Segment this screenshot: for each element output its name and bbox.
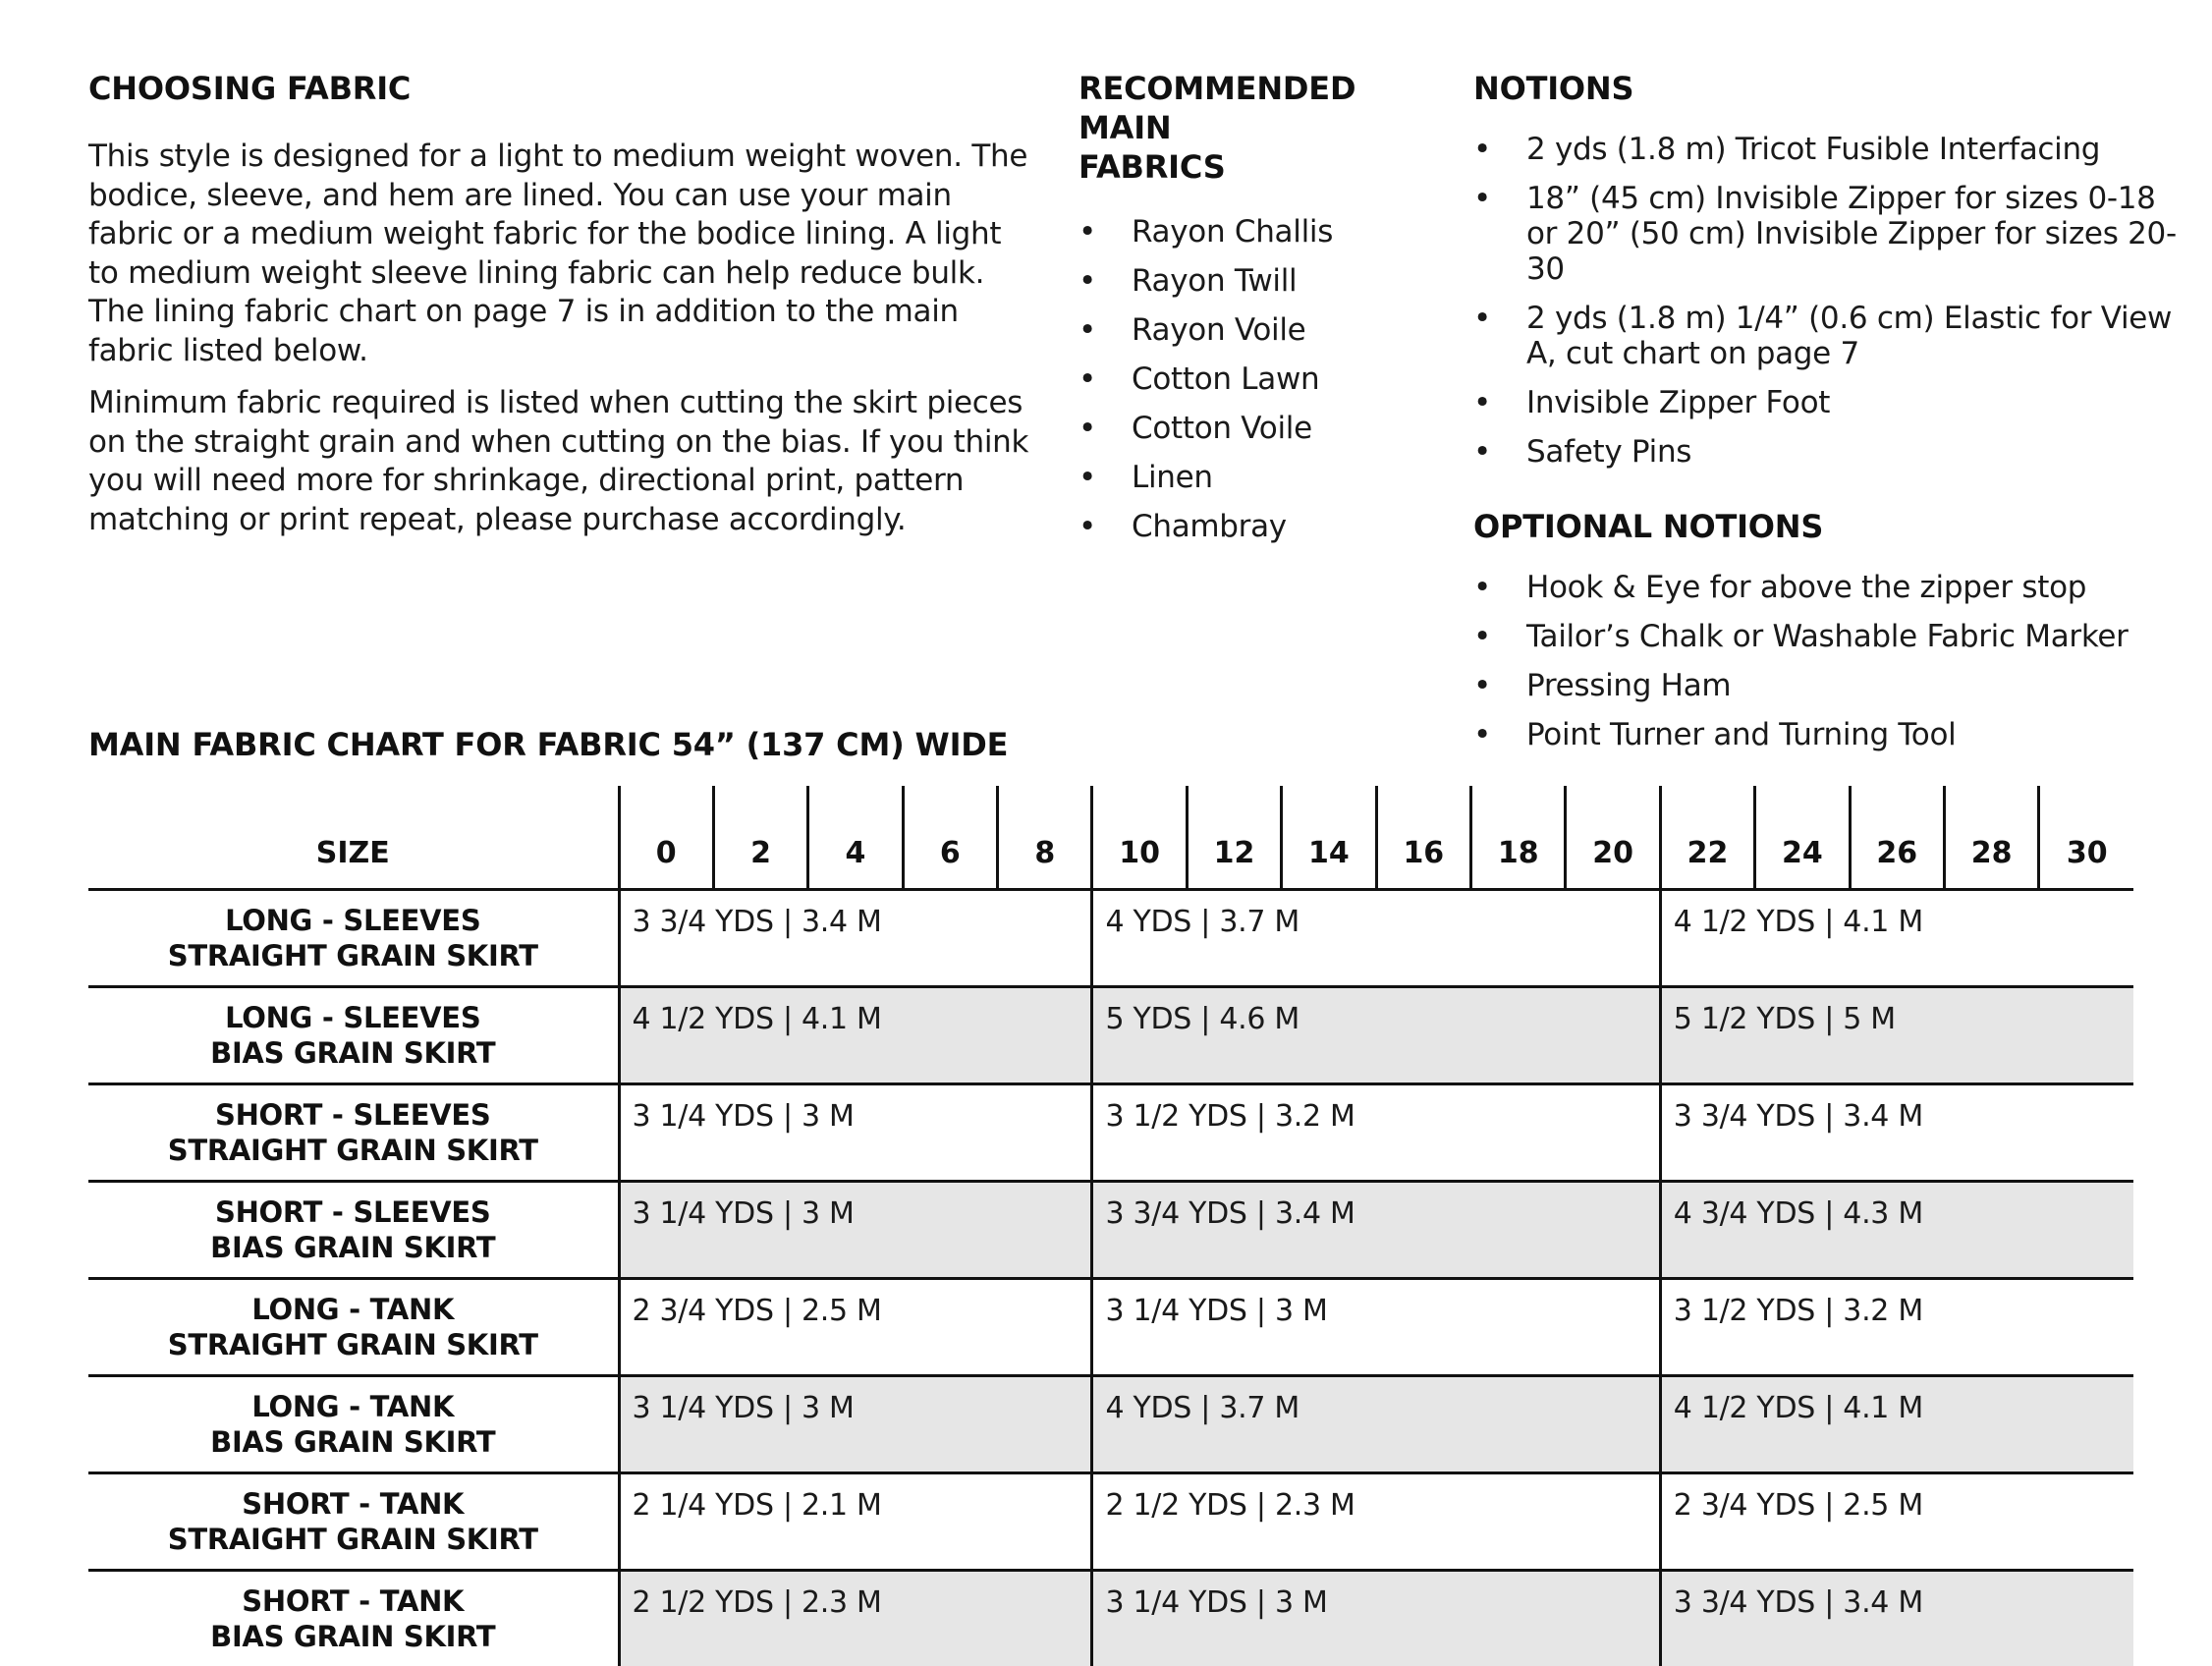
recommended-fabrics-list bbox=[1078, 214, 1452, 544]
table-header-row bbox=[88, 786, 2133, 890]
yardage-cell: 2 1/4 YDS | 2.1 M bbox=[619, 1473, 1092, 1571]
optional-notion-item bbox=[1473, 619, 2190, 654]
size-header-20: 20 bbox=[1566, 786, 1660, 890]
row-label-grain: BIAS GRAIN SKIRT bbox=[88, 1035, 618, 1071]
bullet-icon: • bbox=[1473, 385, 1493, 420]
recommended-fabric-item-text: Cotton Lawn bbox=[1132, 361, 1319, 397]
row-label-grain: STRAIGHT GRAIN SKIRT bbox=[88, 1522, 618, 1557]
yardage-cell: 3 1/4 YDS | 3 M bbox=[1092, 1571, 1660, 1666]
choosing-fabric-paragraph-1: This style is designed for a light to medium weight woven. The bodice, sleeve, and hem are lined. You can use your main fabric or a medium weight fabric for the bodice lining. A light to medium weight sleeve lining fabric can help reduce bulk. The lining fabric chart on page 7 is in addition to the main fabric listed below. bbox=[88, 138, 1031, 370]
yardage-cell: 5 1/2 YDS | 5 M bbox=[1660, 987, 2133, 1084]
row-label-grain: STRAIGHT GRAIN SKIRT bbox=[88, 1133, 618, 1168]
size-header-18: 18 bbox=[1471, 786, 1566, 890]
recommended-title-line-1: RECOMMENDED MAIN bbox=[1078, 69, 1452, 147]
bullet-icon: • bbox=[1078, 214, 1098, 250]
yardage-cell: 4 YDS | 3.7 M bbox=[1092, 1376, 1660, 1473]
optional-notions-title: OPTIONAL NOTIONS bbox=[1473, 507, 2190, 546]
notion-item-text: 2 yds (1.8 m) Tricot Fusible Interfacing bbox=[1526, 132, 2100, 167]
row-label-style: LONG - TANK bbox=[88, 1389, 618, 1424]
notion-item bbox=[1473, 301, 2190, 371]
yardage-cell: 5 YDS | 4.6 M bbox=[1092, 987, 1660, 1084]
size-header-2: 2 bbox=[713, 786, 807, 890]
yardage-cell: 3 3/4 YDS | 3.4 M bbox=[1660, 1084, 2133, 1182]
yardage-cell: 3 1/4 YDS | 3 M bbox=[619, 1376, 1092, 1473]
yardage-cell: 4 1/2 YDS | 4.1 M bbox=[1660, 1376, 2133, 1473]
fabric-chart-title: MAIN FABRIC CHART FOR FABRIC 54” (137 CM) WIDE bbox=[88, 725, 1008, 764]
table-row bbox=[88, 1084, 2133, 1182]
size-column-header: SIZE bbox=[88, 786, 619, 890]
table-row bbox=[88, 1473, 2133, 1571]
row-label-grain: STRAIGHT GRAIN SKIRT bbox=[88, 1327, 618, 1362]
yardage-cell: 4 1/2 YDS | 4.1 M bbox=[1660, 890, 2133, 987]
notion-item bbox=[1473, 132, 2190, 167]
recommended-fabric-item-text: Rayon Challis bbox=[1132, 214, 1333, 250]
notion-item-text: Invisible Zipper Foot bbox=[1526, 385, 1830, 420]
recommended-fabric-item bbox=[1078, 411, 1452, 446]
size-header-24: 24 bbox=[1755, 786, 1850, 890]
size-header-26: 26 bbox=[1850, 786, 1944, 890]
bullet-icon: • bbox=[1473, 434, 1493, 470]
recommended-fabrics-title bbox=[1078, 69, 1452, 187]
yardage-cell: 2 3/4 YDS | 2.5 M bbox=[1660, 1473, 2133, 1571]
main-fabric-chart-table bbox=[88, 786, 2133, 1666]
bullet-icon: • bbox=[1473, 181, 1493, 216]
optional-notion-item bbox=[1473, 570, 2190, 605]
notions-title: NOTIONS bbox=[1473, 69, 2190, 108]
recommended-fabrics-section bbox=[1078, 69, 1452, 558]
size-header-4: 4 bbox=[808, 786, 903, 890]
notion-item bbox=[1473, 181, 2190, 287]
table-row bbox=[88, 987, 2133, 1084]
optional-notion-item-text: Pressing Ham bbox=[1526, 668, 1731, 703]
row-label bbox=[88, 1084, 619, 1182]
recommended-fabric-item bbox=[1078, 460, 1452, 495]
row-label bbox=[88, 1473, 619, 1571]
yardage-cell: 3 1/4 YDS | 3 M bbox=[619, 1182, 1092, 1279]
optional-notion-item bbox=[1473, 717, 2190, 752]
yardage-cell: 4 YDS | 3.7 M bbox=[1092, 890, 1660, 987]
optional-notion-item-text: Hook & Eye for above the zipper stop bbox=[1526, 570, 2086, 605]
optional-notion-item-text: Point Turner and Turning Tool bbox=[1526, 717, 1956, 752]
size-header-30: 30 bbox=[2039, 786, 2133, 890]
choosing-fabric-title: CHOOSING FABRIC bbox=[88, 69, 1031, 108]
notion-item bbox=[1473, 385, 2190, 420]
notion-item-text: 2 yds (1.8 m) 1/4” (0.6 cm) Elastic for View A, cut chart on page 7 bbox=[1526, 301, 2172, 371]
bullet-icon: • bbox=[1078, 460, 1098, 495]
bullet-icon: • bbox=[1473, 570, 1493, 605]
optional-notions-list bbox=[1473, 570, 2190, 752]
recommended-title-line-2: FABRICS bbox=[1078, 147, 1452, 187]
yardage-cell: 3 1/4 YDS | 3 M bbox=[1092, 1279, 1660, 1376]
notion-item bbox=[1473, 434, 2190, 470]
row-label-grain: BIAS GRAIN SKIRT bbox=[88, 1424, 618, 1460]
row-label bbox=[88, 1182, 619, 1279]
yardage-cell: 3 1/2 YDS | 3.2 M bbox=[1092, 1084, 1660, 1182]
bullet-icon: • bbox=[1078, 312, 1098, 348]
yardage-cell: 3 3/4 YDS | 3.4 M bbox=[1660, 1571, 2133, 1666]
size-header-22: 22 bbox=[1660, 786, 1754, 890]
size-header-12: 12 bbox=[1187, 786, 1281, 890]
optional-notion-item-text: Tailor’s Chalk or Washable Fabric Marker bbox=[1526, 619, 2129, 654]
recommended-fabric-item bbox=[1078, 361, 1452, 397]
row-label-style: SHORT - SLEEVES bbox=[88, 1097, 618, 1133]
row-label-style: SHORT - TANK bbox=[88, 1583, 618, 1619]
bullet-icon: • bbox=[1473, 668, 1493, 703]
table-body bbox=[88, 890, 2133, 1666]
row-label bbox=[88, 987, 619, 1084]
yardage-cell: 2 1/2 YDS | 2.3 M bbox=[619, 1571, 1092, 1666]
table-row bbox=[88, 1571, 2133, 1666]
yardage-cell: 4 3/4 YDS | 4.3 M bbox=[1660, 1182, 2133, 1279]
notion-item-text: 18” (45 cm) Invisible Zipper for sizes 0-18 or 20” (50 cm) Invisible Zipper for sizes 20-30 bbox=[1526, 181, 2177, 287]
recommended-fabric-item-text: Chambray bbox=[1132, 509, 1287, 544]
row-label bbox=[88, 890, 619, 987]
size-header-28: 28 bbox=[1944, 786, 2038, 890]
size-header-14: 14 bbox=[1282, 786, 1376, 890]
bullet-icon: • bbox=[1473, 132, 1493, 167]
recommended-fabric-item-text: Rayon Twill bbox=[1132, 263, 1297, 299]
notion-item-text: Safety Pins bbox=[1526, 434, 1691, 470]
yardage-cell: 3 3/4 YDS | 3.4 M bbox=[1092, 1182, 1660, 1279]
row-label-grain: BIAS GRAIN SKIRT bbox=[88, 1619, 618, 1654]
yardage-cell: 3 3/4 YDS | 3.4 M bbox=[619, 890, 1092, 987]
choosing-fabric-section bbox=[88, 69, 1031, 539]
bullet-icon: • bbox=[1078, 263, 1098, 299]
bullet-icon: • bbox=[1473, 619, 1493, 654]
recommended-fabric-item-text: Rayon Voile bbox=[1132, 312, 1305, 348]
bullet-icon: • bbox=[1078, 509, 1098, 544]
table-row bbox=[88, 890, 2133, 987]
bullet-icon: • bbox=[1473, 301, 1493, 336]
row-label-grain: BIAS GRAIN SKIRT bbox=[88, 1230, 618, 1265]
size-header-6: 6 bbox=[903, 786, 997, 890]
bullet-icon: • bbox=[1078, 361, 1098, 397]
size-header-8: 8 bbox=[998, 786, 1092, 890]
row-label bbox=[88, 1376, 619, 1473]
row-label-style: SHORT - TANK bbox=[88, 1486, 618, 1522]
bullet-icon: • bbox=[1078, 411, 1098, 446]
yardage-cell: 2 3/4 YDS | 2.5 M bbox=[619, 1279, 1092, 1376]
notions-list bbox=[1473, 132, 2190, 470]
row-label-style: LONG - SLEEVES bbox=[88, 903, 618, 938]
table-row bbox=[88, 1182, 2133, 1279]
notions-section bbox=[1473, 69, 2190, 766]
bullet-icon: • bbox=[1473, 717, 1493, 752]
yardage-cell: 2 1/2 YDS | 2.3 M bbox=[1092, 1473, 1660, 1571]
row-label-style: LONG - TANK bbox=[88, 1292, 618, 1327]
recommended-fabric-item bbox=[1078, 509, 1452, 544]
recommended-fabric-item bbox=[1078, 214, 1452, 250]
recommended-fabric-item-text: Cotton Voile bbox=[1132, 411, 1312, 446]
size-header-10: 10 bbox=[1092, 786, 1187, 890]
row-label bbox=[88, 1571, 619, 1666]
size-header-16: 16 bbox=[1376, 786, 1470, 890]
recommended-fabric-item-text: Linen bbox=[1132, 460, 1213, 495]
choosing-fabric-paragraph-2: Minimum fabric required is listed when cutting the skirt pieces on the straight grain and when cutting on the bias. If you think you will need more for shrinkage, directional print, pattern matching or print repeat, please purchase accordingly. bbox=[88, 384, 1031, 539]
yardage-cell: 3 1/2 YDS | 3.2 M bbox=[1660, 1279, 2133, 1376]
yardage-cell: 4 1/2 YDS | 4.1 M bbox=[619, 987, 1092, 1084]
row-label-style: LONG - SLEEVES bbox=[88, 1000, 618, 1035]
recommended-fabric-item bbox=[1078, 263, 1452, 299]
recommended-fabric-item bbox=[1078, 312, 1452, 348]
table-row bbox=[88, 1376, 2133, 1473]
yardage-cell: 3 1/4 YDS | 3 M bbox=[619, 1084, 1092, 1182]
row-label-grain: STRAIGHT GRAIN SKIRT bbox=[88, 938, 618, 973]
size-header-0: 0 bbox=[619, 786, 713, 890]
optional-notion-item bbox=[1473, 668, 2190, 703]
row-label bbox=[88, 1279, 619, 1376]
table-row bbox=[88, 1279, 2133, 1376]
row-label-style: SHORT - SLEEVES bbox=[88, 1194, 618, 1230]
